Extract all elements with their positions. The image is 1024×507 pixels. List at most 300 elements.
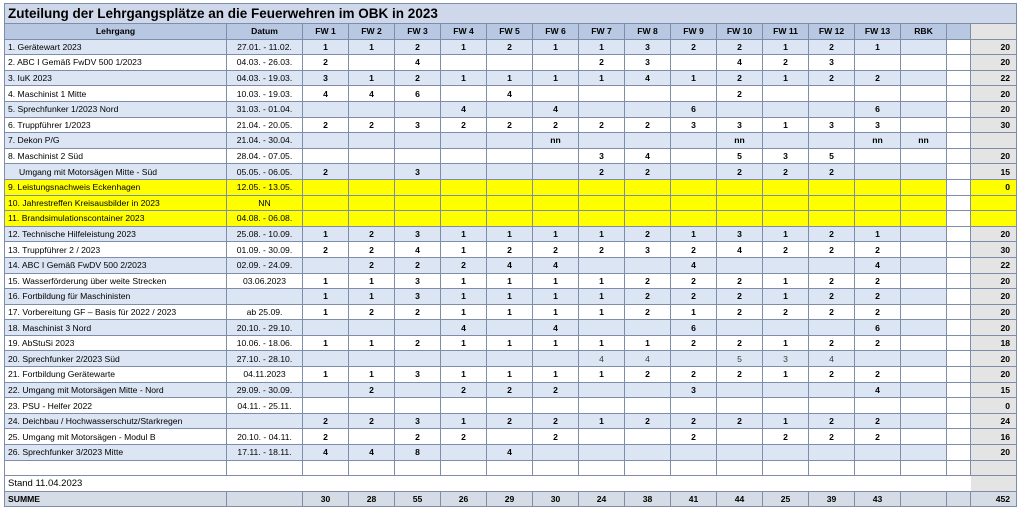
allocation-cell <box>855 148 901 164</box>
allocation-cell <box>625 257 671 273</box>
row-total: 20 <box>971 39 1017 55</box>
allocation-cell: 2 <box>441 382 487 398</box>
allocation-cell <box>625 211 671 227</box>
allocation-cell <box>671 351 717 367</box>
allocation-cell: 2 <box>395 304 441 320</box>
allocation-cell: 1 <box>579 335 625 351</box>
allocation-cell: 1 <box>855 226 901 242</box>
course-date: 27.01. - 11.02. <box>227 39 303 55</box>
allocation-cell: 2 <box>671 39 717 55</box>
allocation-cell <box>855 179 901 195</box>
allocation-cell <box>671 398 717 414</box>
allocation-cell: 3 <box>809 55 855 71</box>
allocation-cell: 3 <box>395 273 441 289</box>
allocation-cell <box>717 211 763 227</box>
table-row <box>5 429 1017 445</box>
allocation-cell <box>441 211 487 227</box>
spacer-cell <box>947 382 971 398</box>
allocation-cell: 2 <box>717 39 763 55</box>
allocation-cell: 2 <box>625 164 671 180</box>
course-date: 03.06.2023 <box>227 273 303 289</box>
allocation-cell: 3 <box>763 351 809 367</box>
allocation-cell <box>901 242 947 258</box>
stand-date: Stand 11.04.2023 <box>5 476 971 492</box>
column-header: FW 11 <box>763 24 809 40</box>
allocation-cell: 2 <box>671 413 717 429</box>
allocation-cell: nn <box>901 133 947 149</box>
table-row <box>5 101 1017 117</box>
allocation-cell: 4 <box>855 257 901 273</box>
allocation-cell <box>533 351 579 367</box>
allocation-cell: 1 <box>441 367 487 383</box>
column-total: 26 <box>441 491 487 507</box>
allocation-cell <box>441 195 487 211</box>
allocation-cell <box>671 86 717 102</box>
allocation-cell <box>579 320 625 336</box>
allocation-cell: 3 <box>303 70 349 86</box>
spacer-cell <box>947 164 971 180</box>
spacer-cell <box>947 148 971 164</box>
table-row <box>5 226 1017 242</box>
allocation-cell <box>441 398 487 414</box>
allocation-cell: 5 <box>809 148 855 164</box>
row-total: 20 <box>971 226 1017 242</box>
course-name: 24. Deichbau / Hochwasserschutz/Starkregen <box>5 413 227 429</box>
row-total: 20 <box>971 86 1017 102</box>
allocation-cell: 1 <box>441 70 487 86</box>
allocation-cell <box>717 398 763 414</box>
course-name: 10. Jahrestreffen Kreisausbilder in 2023 <box>5 195 227 211</box>
allocation-cell <box>671 179 717 195</box>
course-date: ab 25.09. <box>227 304 303 320</box>
allocation-cell <box>901 320 947 336</box>
grand-total: 452 <box>971 491 1017 507</box>
allocation-cell <box>809 445 855 461</box>
allocation-cell: 2 <box>303 413 349 429</box>
allocation-cell: 1 <box>487 335 533 351</box>
allocation-cell <box>395 211 441 227</box>
allocation-cell <box>303 195 349 211</box>
allocation-cell: 2 <box>533 117 579 133</box>
row-total <box>971 195 1017 211</box>
allocation-cell <box>901 382 947 398</box>
course-name: 23. PSU - Helfer 2022 <box>5 398 227 414</box>
row-total: 20 <box>971 304 1017 320</box>
allocation-cell: 2 <box>487 413 533 429</box>
table-row <box>5 257 1017 273</box>
allocation-cell: 2 <box>855 429 901 445</box>
allocation-cell: 1 <box>533 273 579 289</box>
allocation-cell: 1 <box>441 273 487 289</box>
allocation-cell <box>763 445 809 461</box>
allocation-cell: 2 <box>349 304 395 320</box>
allocation-cell: nn <box>533 133 579 149</box>
allocation-cell: 2 <box>303 429 349 445</box>
allocation-cell <box>303 398 349 414</box>
allocation-cell <box>625 86 671 102</box>
course-name: 14. ABC I Gemäß FwDV 500 2/2023 <box>5 257 227 273</box>
allocation-cell: 2 <box>671 429 717 445</box>
column-header: FW 8 <box>625 24 671 40</box>
allocation-cell: 2 <box>809 367 855 383</box>
table-row <box>5 382 1017 398</box>
allocation-cell: 3 <box>395 413 441 429</box>
table-row <box>5 398 1017 414</box>
header-row <box>5 24 1017 40</box>
allocation-cell: 2 <box>855 273 901 289</box>
allocation-cell: 4 <box>625 70 671 86</box>
allocation-cell: 2 <box>349 226 395 242</box>
course-name: 19. AbStuSi 2023 <box>5 335 227 351</box>
spacer-cell <box>947 257 971 273</box>
row-total: 24 <box>971 413 1017 429</box>
allocation-cell: 4 <box>349 445 395 461</box>
allocation-cell: 2 <box>625 226 671 242</box>
allocation-cell: 2 <box>395 70 441 86</box>
allocation-cell: 2 <box>579 117 625 133</box>
allocation-cell <box>901 304 947 320</box>
row-total <box>971 133 1017 149</box>
allocation-cell: 2 <box>625 273 671 289</box>
column-total: 41 <box>671 491 717 507</box>
allocation-cell <box>303 148 349 164</box>
allocation-cell: 6 <box>671 101 717 117</box>
allocation-cell: 1 <box>763 367 809 383</box>
spacer-cell <box>947 304 971 320</box>
allocation-cell: 2 <box>349 257 395 273</box>
allocation-cell: 1 <box>349 289 395 305</box>
table-row <box>5 304 1017 320</box>
spacer-cell <box>947 398 971 414</box>
allocation-cell <box>533 148 579 164</box>
allocation-cell: 2 <box>855 335 901 351</box>
allocation-cell: 2 <box>625 117 671 133</box>
allocation-cell <box>487 195 533 211</box>
course-name: 9. Leistungsnachweis Eckenhagen <box>5 179 227 195</box>
allocation-cell <box>625 320 671 336</box>
column-total: 55 <box>395 491 441 507</box>
allocation-cell: 2 <box>809 70 855 86</box>
allocation-cell <box>303 257 349 273</box>
allocation-cell: 2 <box>671 367 717 383</box>
allocation-cell <box>625 429 671 445</box>
row-total: 18 <box>971 335 1017 351</box>
column-header: FW 10 <box>717 24 763 40</box>
spacer-cell <box>947 179 971 195</box>
column-total: 25 <box>763 491 809 507</box>
allocation-cell <box>349 133 395 149</box>
column-header: FW 7 <box>579 24 625 40</box>
spacer-cell <box>947 226 971 242</box>
row-total: 30 <box>971 242 1017 258</box>
course-name: 21. Fortbildung Gerätewarte <box>5 367 227 383</box>
course-name: 5. Sprechfunker 1/2023 Nord <box>5 101 227 117</box>
allocation-cell <box>901 335 947 351</box>
table-row <box>5 179 1017 195</box>
allocation-cell <box>901 398 947 414</box>
allocation-cell <box>579 133 625 149</box>
allocation-cell: 3 <box>395 367 441 383</box>
allocation-cell: 6 <box>395 86 441 102</box>
allocation-cell <box>441 148 487 164</box>
course-name: 17. Vorbereitung GF – Basis für 2022 / 2023 <box>5 304 227 320</box>
allocation-cell <box>809 211 855 227</box>
allocation-cell: 1 <box>441 226 487 242</box>
column-header: RBK <box>901 24 947 40</box>
column-header: FW 4 <box>441 24 487 40</box>
column-total: 44 <box>717 491 763 507</box>
course-date: 21.04. - 20.05. <box>227 117 303 133</box>
allocation-cell <box>579 195 625 211</box>
allocation-cell: 1 <box>441 335 487 351</box>
allocation-cell <box>533 164 579 180</box>
allocation-cell <box>579 211 625 227</box>
allocation-cell <box>901 164 947 180</box>
allocation-cell <box>901 117 947 133</box>
allocation-cell: 1 <box>579 273 625 289</box>
row-total: 20 <box>971 320 1017 336</box>
course-date: 04.03. - 19.03. <box>227 70 303 86</box>
allocation-cell: 1 <box>349 70 395 86</box>
allocation-cell: 3 <box>625 55 671 71</box>
allocation-cell: 3 <box>395 289 441 305</box>
allocation-cell <box>441 55 487 71</box>
column-total: 29 <box>487 491 533 507</box>
allocation-cell: 2 <box>303 164 349 180</box>
allocation-cell <box>303 101 349 117</box>
course-name: 15. Wasserförderung über weite Strecken <box>5 273 227 289</box>
stand-row <box>5 476 1017 492</box>
allocation-cell <box>625 445 671 461</box>
row-total: 22 <box>971 257 1017 273</box>
allocation-cell: 2 <box>533 382 579 398</box>
allocation-cell <box>717 445 763 461</box>
allocation-cell <box>901 351 947 367</box>
allocation-cell: 1 <box>533 335 579 351</box>
allocation-cell: 2 <box>303 242 349 258</box>
allocation-cell: 1 <box>763 413 809 429</box>
allocation-cell <box>349 398 395 414</box>
row-total: 20 <box>971 273 1017 289</box>
allocation-cell <box>671 55 717 71</box>
allocation-cell: 2 <box>303 55 349 71</box>
column-header: FW 12 <box>809 24 855 40</box>
allocation-cell <box>717 320 763 336</box>
row-total: 15 <box>971 382 1017 398</box>
allocation-cell: 2 <box>441 257 487 273</box>
column-header: FW 1 <box>303 24 349 40</box>
allocation-cell <box>671 133 717 149</box>
allocation-cell <box>579 398 625 414</box>
column-header: FW 13 <box>855 24 901 40</box>
table-row <box>5 351 1017 367</box>
column-header: Lehrgang <box>5 24 227 40</box>
row-total: 20 <box>971 445 1017 461</box>
course-name: 11. Brandsimulationscontainer 2023 <box>5 211 227 227</box>
course-name: 12. Technische Hilfeleistung 2023 <box>5 226 227 242</box>
allocation-cell: 2 <box>855 242 901 258</box>
allocation-cell <box>625 179 671 195</box>
allocation-cell <box>671 445 717 461</box>
column-header: FW 9 <box>671 24 717 40</box>
spacer-cell <box>947 273 971 289</box>
allocation-cell: 2 <box>717 304 763 320</box>
allocation-cell: 4 <box>625 148 671 164</box>
course-date: 27.10. - 28.10. <box>227 351 303 367</box>
allocation-cell: 6 <box>855 320 901 336</box>
allocation-cell: 1 <box>533 70 579 86</box>
row-total: 0 <box>971 398 1017 414</box>
course-name: 2. ABC I Gemäß FwDV 500 1/2023 <box>5 55 227 71</box>
allocation-cell <box>625 101 671 117</box>
allocation-cell <box>901 413 947 429</box>
allocation-cell: 2 <box>349 117 395 133</box>
allocation-cell <box>395 179 441 195</box>
allocation-cell: 3 <box>395 117 441 133</box>
table-row <box>5 335 1017 351</box>
allocation-cell: 2 <box>487 242 533 258</box>
allocation-cell <box>901 429 947 445</box>
allocation-cell: 1 <box>487 304 533 320</box>
column-header: Datum <box>227 24 303 40</box>
allocation-cell <box>395 148 441 164</box>
allocation-cell: 1 <box>303 304 349 320</box>
spacer-cell <box>947 117 971 133</box>
allocation-cell: 1 <box>579 413 625 429</box>
course-name: 16. Fortbildung für Maschinisten <box>5 289 227 305</box>
spacer-cell <box>947 429 971 445</box>
allocation-cell: 2 <box>717 164 763 180</box>
allocation-cell: 1 <box>763 117 809 133</box>
allocation-cell: 2 <box>671 242 717 258</box>
allocation-cell: 4 <box>303 86 349 102</box>
allocation-cell: 2 <box>441 429 487 445</box>
column-header: FW 6 <box>533 24 579 40</box>
allocation-cell <box>441 179 487 195</box>
row-total: 30 <box>971 117 1017 133</box>
allocation-cell: 1 <box>579 226 625 242</box>
course-date <box>227 289 303 305</box>
allocation-cell: 4 <box>487 86 533 102</box>
spacer-cell <box>947 195 971 211</box>
allocation-cell <box>809 179 855 195</box>
allocation-cell: 1 <box>441 39 487 55</box>
allocation-cell: 4 <box>533 101 579 117</box>
allocation-cell <box>349 148 395 164</box>
allocation-cell <box>303 179 349 195</box>
allocation-cell <box>763 195 809 211</box>
allocation-cell: 2 <box>579 164 625 180</box>
spacer-cell <box>947 242 971 258</box>
spacer-cell <box>947 351 971 367</box>
allocation-cell: 3 <box>671 117 717 133</box>
allocation-cell <box>487 429 533 445</box>
allocation-cell: 2 <box>855 70 901 86</box>
allocation-cell: 3 <box>625 39 671 55</box>
allocation-cell: 4 <box>395 242 441 258</box>
course-date: 02.09. - 24.09. <box>227 257 303 273</box>
allocation-cell: 1 <box>763 335 809 351</box>
allocation-cell <box>901 257 947 273</box>
allocation-cell: 2 <box>855 304 901 320</box>
allocation-cell: nn <box>717 133 763 149</box>
allocation-cell: 4 <box>671 257 717 273</box>
allocation-cell <box>763 133 809 149</box>
allocation-cell: 6 <box>671 320 717 336</box>
allocation-cell: 4 <box>395 55 441 71</box>
course-date: 12.05. - 13.05. <box>227 179 303 195</box>
allocation-cell <box>901 39 947 55</box>
spacer-cell <box>947 211 971 227</box>
allocation-cell: 1 <box>671 70 717 86</box>
allocation-cell <box>717 429 763 445</box>
allocation-cell: 4 <box>441 320 487 336</box>
allocation-cell: 1 <box>763 39 809 55</box>
allocation-cell: 2 <box>717 289 763 305</box>
allocation-cell <box>441 133 487 149</box>
course-date: 10.06. - 18.06. <box>227 335 303 351</box>
allocation-cell <box>303 211 349 227</box>
allocation-cell: 2 <box>349 242 395 258</box>
table-row <box>5 117 1017 133</box>
table-row <box>5 289 1017 305</box>
course-date: 31.03. - 01.04. <box>227 101 303 117</box>
allocation-cell: 2 <box>579 55 625 71</box>
allocation-cell <box>395 101 441 117</box>
allocation-cell: 3 <box>395 164 441 180</box>
allocation-cell <box>625 133 671 149</box>
allocation-cell: 2 <box>809 39 855 55</box>
allocation-cell <box>487 133 533 149</box>
allocation-cell: 1 <box>349 273 395 289</box>
row-total: 22 <box>971 70 1017 86</box>
allocation-cell: 2 <box>625 367 671 383</box>
allocation-cell: 1 <box>763 226 809 242</box>
allocation-cell <box>809 320 855 336</box>
course-date: 04.11.2023 <box>227 367 303 383</box>
allocation-cell: 2 <box>717 335 763 351</box>
allocation-cell <box>579 445 625 461</box>
course-name: 6. Truppführer 1/2023 <box>5 117 227 133</box>
allocation-cell <box>579 101 625 117</box>
allocation-cell <box>533 211 579 227</box>
row-total: 20 <box>971 351 1017 367</box>
allocation-cell <box>809 86 855 102</box>
summe-row <box>5 491 1017 507</box>
row-total: 15 <box>971 164 1017 180</box>
allocation-cell: 5 <box>717 148 763 164</box>
allocation-cell: 1 <box>441 242 487 258</box>
table-row <box>5 39 1017 55</box>
allocation-cell <box>717 101 763 117</box>
column-total <box>901 491 947 507</box>
allocation-cell <box>809 101 855 117</box>
allocation-cell <box>625 195 671 211</box>
allocation-cell: 2 <box>717 413 763 429</box>
allocation-cell: 2 <box>625 304 671 320</box>
spacer-cell <box>947 55 971 71</box>
allocation-cell: 3 <box>855 117 901 133</box>
allocation-cell <box>579 257 625 273</box>
allocation-cell <box>901 148 947 164</box>
allocation-cell <box>349 320 395 336</box>
allocation-cell <box>579 86 625 102</box>
allocation-cell <box>717 257 763 273</box>
course-date: 28.04. - 07.05. <box>227 148 303 164</box>
allocation-cell: 1 <box>533 39 579 55</box>
column-total: 30 <box>533 491 579 507</box>
allocation-cell <box>855 86 901 102</box>
